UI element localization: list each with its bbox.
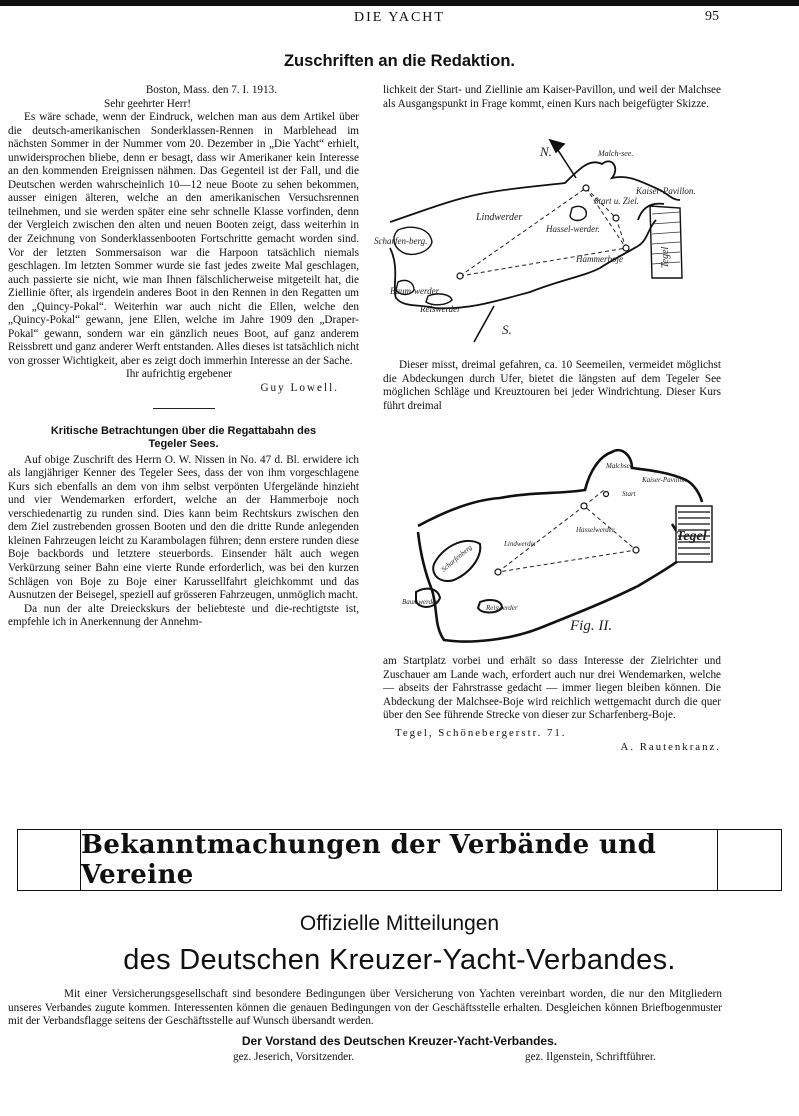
course-sketch-2 (402, 440, 720, 654)
buoy-mark (583, 185, 589, 191)
lake-shore-north (418, 450, 702, 526)
map1-label-scharfenberg: Scharfen-berg. (374, 236, 428, 246)
buoy-mark (495, 569, 501, 575)
running-title: DIE YACHT (354, 10, 445, 25)
critique-title-line1: Kritische Betrachtungen über die Regattabahn des (50, 424, 317, 437)
salutation: Sehr geehrter Herr! (104, 97, 191, 110)
banner-title: Bekanntmachungen der Verbände und Vereine (80, 830, 718, 890)
article-title: Zuschriften an die Redaktion. (283, 52, 516, 70)
official-heading-line2: des Deutschen Kreuzer-Yacht-Verbandes. (123, 944, 676, 976)
lake-shore-south (418, 524, 683, 642)
dateline: Boston, Mass. den 7. I. 1913. (145, 84, 277, 96)
map1-label-reiswerder: Reiswerder (420, 304, 461, 314)
separator-rule (153, 408, 215, 409)
official-notice (8, 988, 722, 1029)
secretary-signature: gez. Ilgenstein, Schriftführer. (525, 1051, 656, 1063)
map2-label-lindwerder: Lindwerder (504, 540, 537, 548)
page-number: 95 (705, 9, 719, 24)
figure-caption: Fig. II. (570, 618, 613, 634)
north-arrow-head-icon (550, 140, 564, 152)
map1-label-kaiser: Kaiser-Pavillon. (636, 186, 696, 196)
map1-label-malchsee: Malch-see. (598, 149, 634, 158)
letter-paragraph: Es wäre schade, wenn der Eindruck, welchen man aus dem Artikel über die deutsch-amerikanischen Sonderklassen-Rennen in Marblehead im nächsten Sommer in der Nummer vom 20. Dezember in „Die Yacht“ erhielt, unwidersprochen bliebe, denn er besagt, dass wir Amerikaner kein Interesse an den kommenden Ereignissen nähmen. Das Gegenteil ist der Fall, und die Deutschen werden wahrscheinlich 10—12 neue Boote zu sehen bekommen, ausser einigen älteren, welche an den amerikanischen Versuchsrennen teilnehmen, und sie werden später eine sehr schnelle Klasse vorfinden, denn der Vergleich zwischen den alten und neuen Booten zeigt, dass weiterhin in der Zeichnung von Sonderklassenbooten Fortschritte gemacht worden sind. Vor der letzten Sommersaison war die Harpoon tatsächlich niemals geschlagen. Im letzten Sommer wurde sie fast jedes zweite Mal geschlagen, auch passierte sie nicht, wie man Ihnen fälschlicherweise mitgeteilt hat, die Ziellinie öfter, als irgendein anderes Boot in den Rennen in den Regatten um den „Quincy-Pokal“. Weiterhin war auch nicht die Ellen, welche den „Quincy-Pokal“ gewann, jene Ellen, welche im Jahre 1909 den „Draper-Pokal“ gewann, sondern war ein gänzlich neues Boot, auf ganz anderem Reissbrett und ganz anderer Werft entstanden. Alles dieses ist tatsächlich nicht von grosser Wichtigkeit, aber es zeigt doch immerhin Interesse an der Sache. (8, 111, 359, 367)
map2-label-scharfenberg: Scharfenberg (439, 543, 474, 574)
buoy-mark (623, 245, 629, 251)
buoy-mark (581, 503, 587, 509)
course-line (584, 490, 604, 506)
letter-signature: Guy Lowell. (260, 382, 339, 395)
map2-label-malchsee: Malchsee (606, 462, 633, 470)
running-header (0, 10, 799, 28)
critique-conclusion: am Startplatz vorbei und erhält so dass Interesse der Zielrichter und Zuschauer am Lande wach, erfordert auch nur drei Wendemarken, welche — abseits der Fahrstrasse gedacht — immer liegen bleiben können. Die Abdeckung der Malchsee-Boje wird reichlich wettgemacht durch die quer über den See führende Strecke von dieser zur Scharfenberg-Boje. (383, 655, 721, 722)
map2-label-baumwerder: Baumwerder (402, 598, 438, 606)
critique-paragraph: Da nun der alte Dreieckskurs der beliebteste und die-rechtigtste ist, empfehle ich in Anerkennung der Annehm- (8, 602, 359, 629)
map1-label-north: N. (540, 144, 552, 159)
course-line (498, 506, 636, 572)
section-banner (17, 829, 782, 891)
buoy-mark (604, 492, 609, 497)
map1-label-tegel: Tegel (660, 246, 671, 268)
critique-title-line2: Tegeler Sees. (148, 438, 219, 451)
left-column (8, 84, 359, 630)
buoy-mark (457, 273, 463, 279)
critique-continuation: lichkeit der Start- und Ziellinie am Kaiser-Pavillon, und weil der Malchsee als Ausgangspunkt in Frage kommt, einen Kurs nach beigefügter Skizze. (383, 84, 721, 110)
map1-label-start: Start u. Ziel. (594, 196, 640, 206)
map1-label-hasselwerder: Hassel-werder. (546, 224, 600, 234)
map1-label-baumwerder: Baum-werder (390, 286, 440, 296)
course-sketch-1 (374, 128, 720, 350)
closing: Ihr aufrichtig ergebener (126, 368, 233, 381)
right-column-top (383, 84, 721, 111)
board-signature: Der Vorstand des Deutschen Kreuzer-Yacht-Verbandes. (241, 1034, 558, 1048)
critique-signature (383, 727, 721, 755)
buoy-mark (613, 215, 619, 221)
right-column-bottom (383, 655, 721, 754)
map2-label-tegel: Tegel (676, 529, 707, 544)
map1-label-lindwerder: Lindwerder (476, 212, 523, 223)
map1-label-south: S. (502, 322, 512, 337)
map2-label-reiswerder: Reiswerder (486, 604, 518, 612)
chairman-signature: gez. Jeserich, Vorsitzender. (233, 1051, 355, 1063)
map2-label-hasselwerder: Hasselwerder (576, 526, 615, 534)
south-arrow-icon (474, 306, 494, 342)
map2-label-kaiser: Kaiser-Pavillon (642, 476, 687, 484)
official-heading-line1: Offizielle Mitteilungen (299, 912, 500, 935)
hasselwerder-island (570, 206, 586, 220)
buoy-mark (633, 547, 639, 553)
critique-paragraph: Auf obige Zuschrift des Herrn O. W. Nissen in No. 47 d. Bl. erwidere ich als langjähriger Kenner des Tegeler Sees, dass der von ihm vorgeschlagene Kurs sich ebenfalls an dem von ihm selbst verpönten Ufergelände hinzieht und vier Wendemarken erfordert, welche an der Hammerboje noch verschiedenartig zu runden sind. Dies kann beim Rechtskurs zwischen den dem Ziel zustrebenden grossen Booten und den die dritte Runde anlegenden kleinen Fahrzeugen leicht zu Karambolagen führen; denn erstere runden diese Boje backbords und letztere steuerbords. Einsender hält auch wegen Verkürzung seiner Bahn eine vierte Runde erforderlich, was bei den kurzen Schlägen von Boje zu Boje einer Karussellfahrt gleichkommt und das Ausnutzen der Beisegel, speziell auf grösseren Fahrzeugen, unmöglich macht. (8, 453, 359, 602)
map1-label-hammerboje: Hammerboje (576, 254, 623, 264)
critique-title (8, 425, 359, 452)
author-name: A. Rautenkranz. (620, 740, 721, 753)
notice-paragraph: Mit einer Versicherungsgesellschaft sind besondere Bedingungen über Versicherung von Yachten vereinbart worden, die nur den Mitgliedern unseres Verbandes zugute kommen. Interessenten können die genauen Bedingungen von der Geschäftsstelle erhalten. Desgleichen können Briefbogenmuster mit der Verbandsflagge seitens der Geschäftsstelle auf Wunsch übersandt werden. (8, 988, 722, 1027)
course-description: Dieser misst, dreimal gefahren, ca. 10 Seemeilen, vermeidet möglichst die Abdeckungen durch Ufer, bietet die längsten auf dem Tegeler See möglichen Schläge und Kreuztouren bei jeder Windrichtung. Dieser Kurs führt dreimal (383, 359, 721, 412)
author-address: Tegel, Schönebergerstr. 71. (395, 726, 567, 739)
top-rule (0, 0, 799, 6)
map2-label-start: Start (622, 490, 636, 498)
right-column-middle (383, 359, 721, 413)
